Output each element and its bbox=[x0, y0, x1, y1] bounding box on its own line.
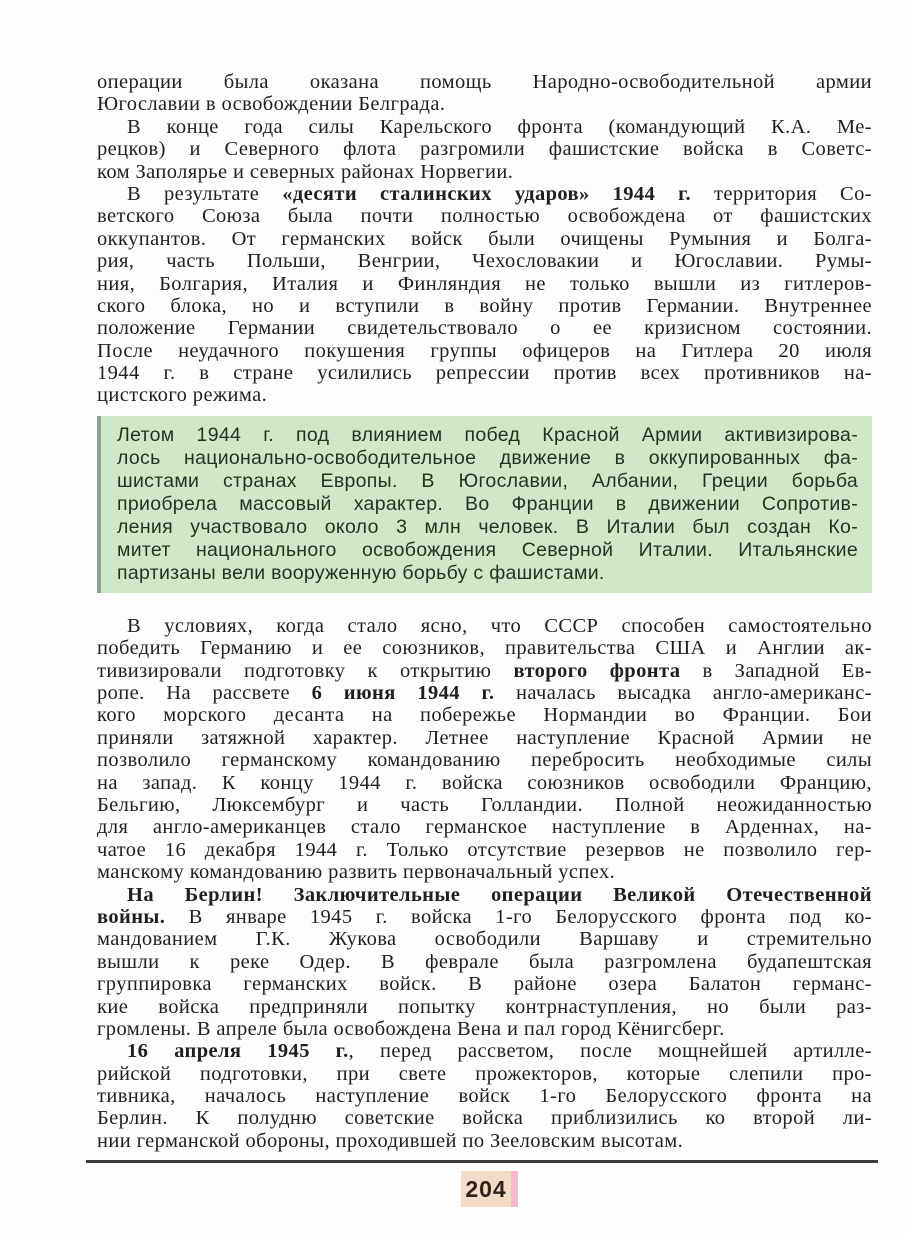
bold-text-segment: «десяти сталинских ударов» 1944 г. bbox=[282, 182, 692, 205]
text-segment: началась высадка англо-американс- bbox=[494, 682, 872, 705]
text-segment: громлены. В апреле была освобождена Вена и пал город Кёнигсберг. bbox=[97, 1017, 725, 1040]
text-line bbox=[117, 539, 858, 562]
text-segment: рия, часть Польши, Венгрии, Чехословакии и Югославии. Румы- bbox=[97, 250, 872, 273]
bold-text-segment: второго фронта bbox=[513, 659, 681, 682]
text-segment: операции была оказана помощь Народно-освободительной армии bbox=[97, 71, 872, 93]
text-line bbox=[97, 1130, 872, 1152]
text-segment: положение Германии свидетельствовало о ее кризисном состоянии. bbox=[97, 317, 872, 340]
text-line bbox=[97, 1085, 872, 1107]
text-line bbox=[97, 615, 872, 637]
text-segment: митет национального освобождения Северной Италии. Итальянские bbox=[117, 538, 858, 561]
text-segment: приобрела массовый характер. Во Франции в движении Сопротив- bbox=[117, 492, 858, 515]
text-segment: ветского Союза была почти полностью освобождена от фашистских bbox=[97, 205, 872, 228]
text-segment: нии германской обороны, проходившей по Зееловским высотам. bbox=[97, 1129, 684, 1152]
paragraph bbox=[97, 116, 872, 183]
paragraph bbox=[97, 183, 872, 407]
paragraph bbox=[117, 424, 858, 585]
body-text-bottom bbox=[97, 615, 872, 1152]
text-segment: позволило германскому командованию перебросить необходимые силы bbox=[97, 749, 872, 772]
text-line bbox=[97, 861, 872, 883]
text-segment: мандованием Г.К. Жукова освободили Варшаву и стремительно bbox=[97, 928, 872, 951]
text-line bbox=[97, 794, 872, 816]
body-text-top bbox=[97, 71, 872, 407]
text-line bbox=[97, 116, 872, 138]
text-segment: приняли затяжной характер. Летнее наступление Красной Армии не bbox=[97, 726, 872, 749]
text-line bbox=[97, 1018, 872, 1040]
footer-rule bbox=[86, 1160, 878, 1163]
text-line bbox=[97, 928, 872, 950]
bold-text-segment: войны. bbox=[97, 905, 166, 928]
page-number-box bbox=[461, 1171, 518, 1207]
text-line bbox=[97, 704, 872, 726]
text-segment: вышли к реке Одер. В феврале была разгромлена будапештская bbox=[97, 950, 872, 973]
paragraph bbox=[97, 884, 872, 1041]
text-segment: победить Германию и ее союзников, правительства США и Англии ак- bbox=[97, 637, 872, 660]
text-segment: ропе. На рассвете bbox=[97, 682, 312, 705]
text-segment: цистского режима. bbox=[97, 384, 268, 407]
text-line bbox=[97, 749, 872, 771]
text-segment: В январе 1945 г. войска 1-го Белорусского фронта под ко- bbox=[165, 905, 872, 928]
text-line bbox=[97, 362, 872, 384]
text-line bbox=[97, 138, 872, 160]
text-segment: В конце года силы Карельского фронта (командующий К.А. Ме- bbox=[127, 115, 872, 138]
text-line bbox=[97, 973, 872, 995]
text-segment: ком Заполярье и северных районах Норвегии. bbox=[97, 160, 514, 183]
paragraph bbox=[97, 1040, 872, 1152]
text-line bbox=[97, 1107, 872, 1129]
text-segment: в Западной Ев- bbox=[680, 659, 872, 682]
text-segment: рецков) и Северного флота разгромили фашистские войска в Советс- bbox=[97, 138, 872, 161]
text-line bbox=[97, 816, 872, 838]
text-line bbox=[97, 183, 872, 205]
text-line bbox=[97, 384, 872, 406]
text-segment: После неудачного покушения группы офицеров на Гитлера 20 июля bbox=[97, 339, 872, 362]
text-line bbox=[97, 295, 872, 317]
text-line bbox=[97, 1040, 872, 1062]
bold-text-segment: На Берлин! Заключительные операции Великой Отечественной bbox=[127, 883, 872, 906]
text-line bbox=[97, 250, 872, 272]
text-line bbox=[97, 839, 872, 861]
text-segment: оккупантов. От германских войск были очищены Румыния и Болга- bbox=[97, 227, 872, 250]
text-segment: Бельгию, Люксембург и часть Голландии. Полной неожиданностью bbox=[97, 793, 872, 816]
text-line bbox=[97, 1063, 872, 1085]
text-segment: Берлин. К полудню советские войска приблизились ко второй ли- bbox=[97, 1107, 872, 1130]
paragraph bbox=[97, 615, 872, 884]
text-segment: кого морского десанта на побережье Нормандии во Франции. Бои bbox=[97, 704, 872, 727]
text-segment: манскому командованию развить первоначальный успех. bbox=[97, 861, 616, 884]
text-segment: тивизировали подготовку к открытию bbox=[97, 659, 514, 682]
text-segment: Югославии в освобождении Белграда. bbox=[97, 93, 446, 116]
text-line bbox=[97, 884, 872, 906]
text-segment: тивника, началось наступление войск 1-го Белорусского фронта на bbox=[97, 1085, 872, 1108]
text-line bbox=[117, 516, 858, 539]
text-segment: ния, Болгария, Италия и Финляндия не только вышли из гитлеров- bbox=[97, 272, 872, 295]
text-segment: группировка германских войск. В районе озера Балатон германс- bbox=[97, 973, 872, 996]
text-segment: для англо-американцев стало германское наступление в Арденнах, на- bbox=[97, 816, 872, 839]
text-segment: территория Со- bbox=[691, 182, 872, 205]
text-line bbox=[97, 161, 872, 183]
text-line bbox=[97, 996, 872, 1018]
text-segment: рийской подготовки, при свете прожекторов, которые слепили про- bbox=[97, 1062, 872, 1085]
text-segment: ления участвовало около 3 млн человек. В Италии был создан Ко- bbox=[117, 515, 858, 538]
bold-text-segment: 16 апреля 1945 г. bbox=[127, 1040, 349, 1063]
text-segment: ского блока, но и вступили в войну против Германии. Внутреннее bbox=[97, 294, 872, 317]
text-segment: шистами странах Европы. В Югославии, Албании, Греции борьба bbox=[117, 469, 858, 492]
text-line bbox=[117, 447, 858, 470]
text-segment: чатое 16 декабря 1944 г. Только отсутствие резервов не позволило гер- bbox=[97, 838, 872, 861]
text-segment: , перед рассветом, после мощнейшей артилле- bbox=[348, 1040, 872, 1063]
page-number: 204 bbox=[465, 1175, 507, 1202]
text-line bbox=[97, 273, 872, 295]
paragraph bbox=[97, 71, 872, 116]
text-line bbox=[117, 424, 858, 447]
text-line bbox=[117, 493, 858, 516]
text-segment: кие войска предприняли попытку контрнаступления, но были раз- bbox=[97, 995, 872, 1018]
text-line bbox=[97, 317, 872, 339]
text-column bbox=[97, 71, 872, 1152]
text-line bbox=[97, 71, 872, 93]
text-line bbox=[97, 727, 872, 749]
text-line bbox=[97, 340, 872, 362]
text-segment: на запад. К концу 1944 г. войска союзников освободили Францию, bbox=[97, 771, 872, 794]
text-line bbox=[117, 470, 858, 493]
text-line bbox=[97, 93, 872, 115]
page-number-stripe bbox=[511, 1171, 518, 1207]
text-segment: 1944 г. в стране усилились репрессии против всех противников на- bbox=[97, 362, 872, 385]
text-line bbox=[97, 772, 872, 794]
text-line bbox=[97, 660, 872, 682]
text-segment: Летом 1944 г. под влиянием побед Красной Армии активизирова- bbox=[117, 423, 858, 446]
text-line bbox=[97, 906, 872, 928]
text-line bbox=[97, 637, 872, 659]
text-segment: В условиях, когда стало ясно, что СССР способен самостоятельно bbox=[127, 614, 872, 637]
text-segment: В результате bbox=[127, 182, 283, 205]
text-line bbox=[97, 205, 872, 227]
text-segment: лось национально-освободительное движение в оккупированных фа- bbox=[117, 446, 858, 469]
bold-text-segment: 6 июня 1944 г. bbox=[311, 682, 495, 705]
text-line bbox=[97, 682, 872, 704]
text-line bbox=[117, 562, 858, 585]
text-line bbox=[97, 951, 872, 973]
highlight-box bbox=[97, 416, 872, 593]
text-segment: партизаны вели вооруженную борьбу с фашистами. bbox=[117, 561, 605, 584]
text-line bbox=[97, 228, 872, 250]
